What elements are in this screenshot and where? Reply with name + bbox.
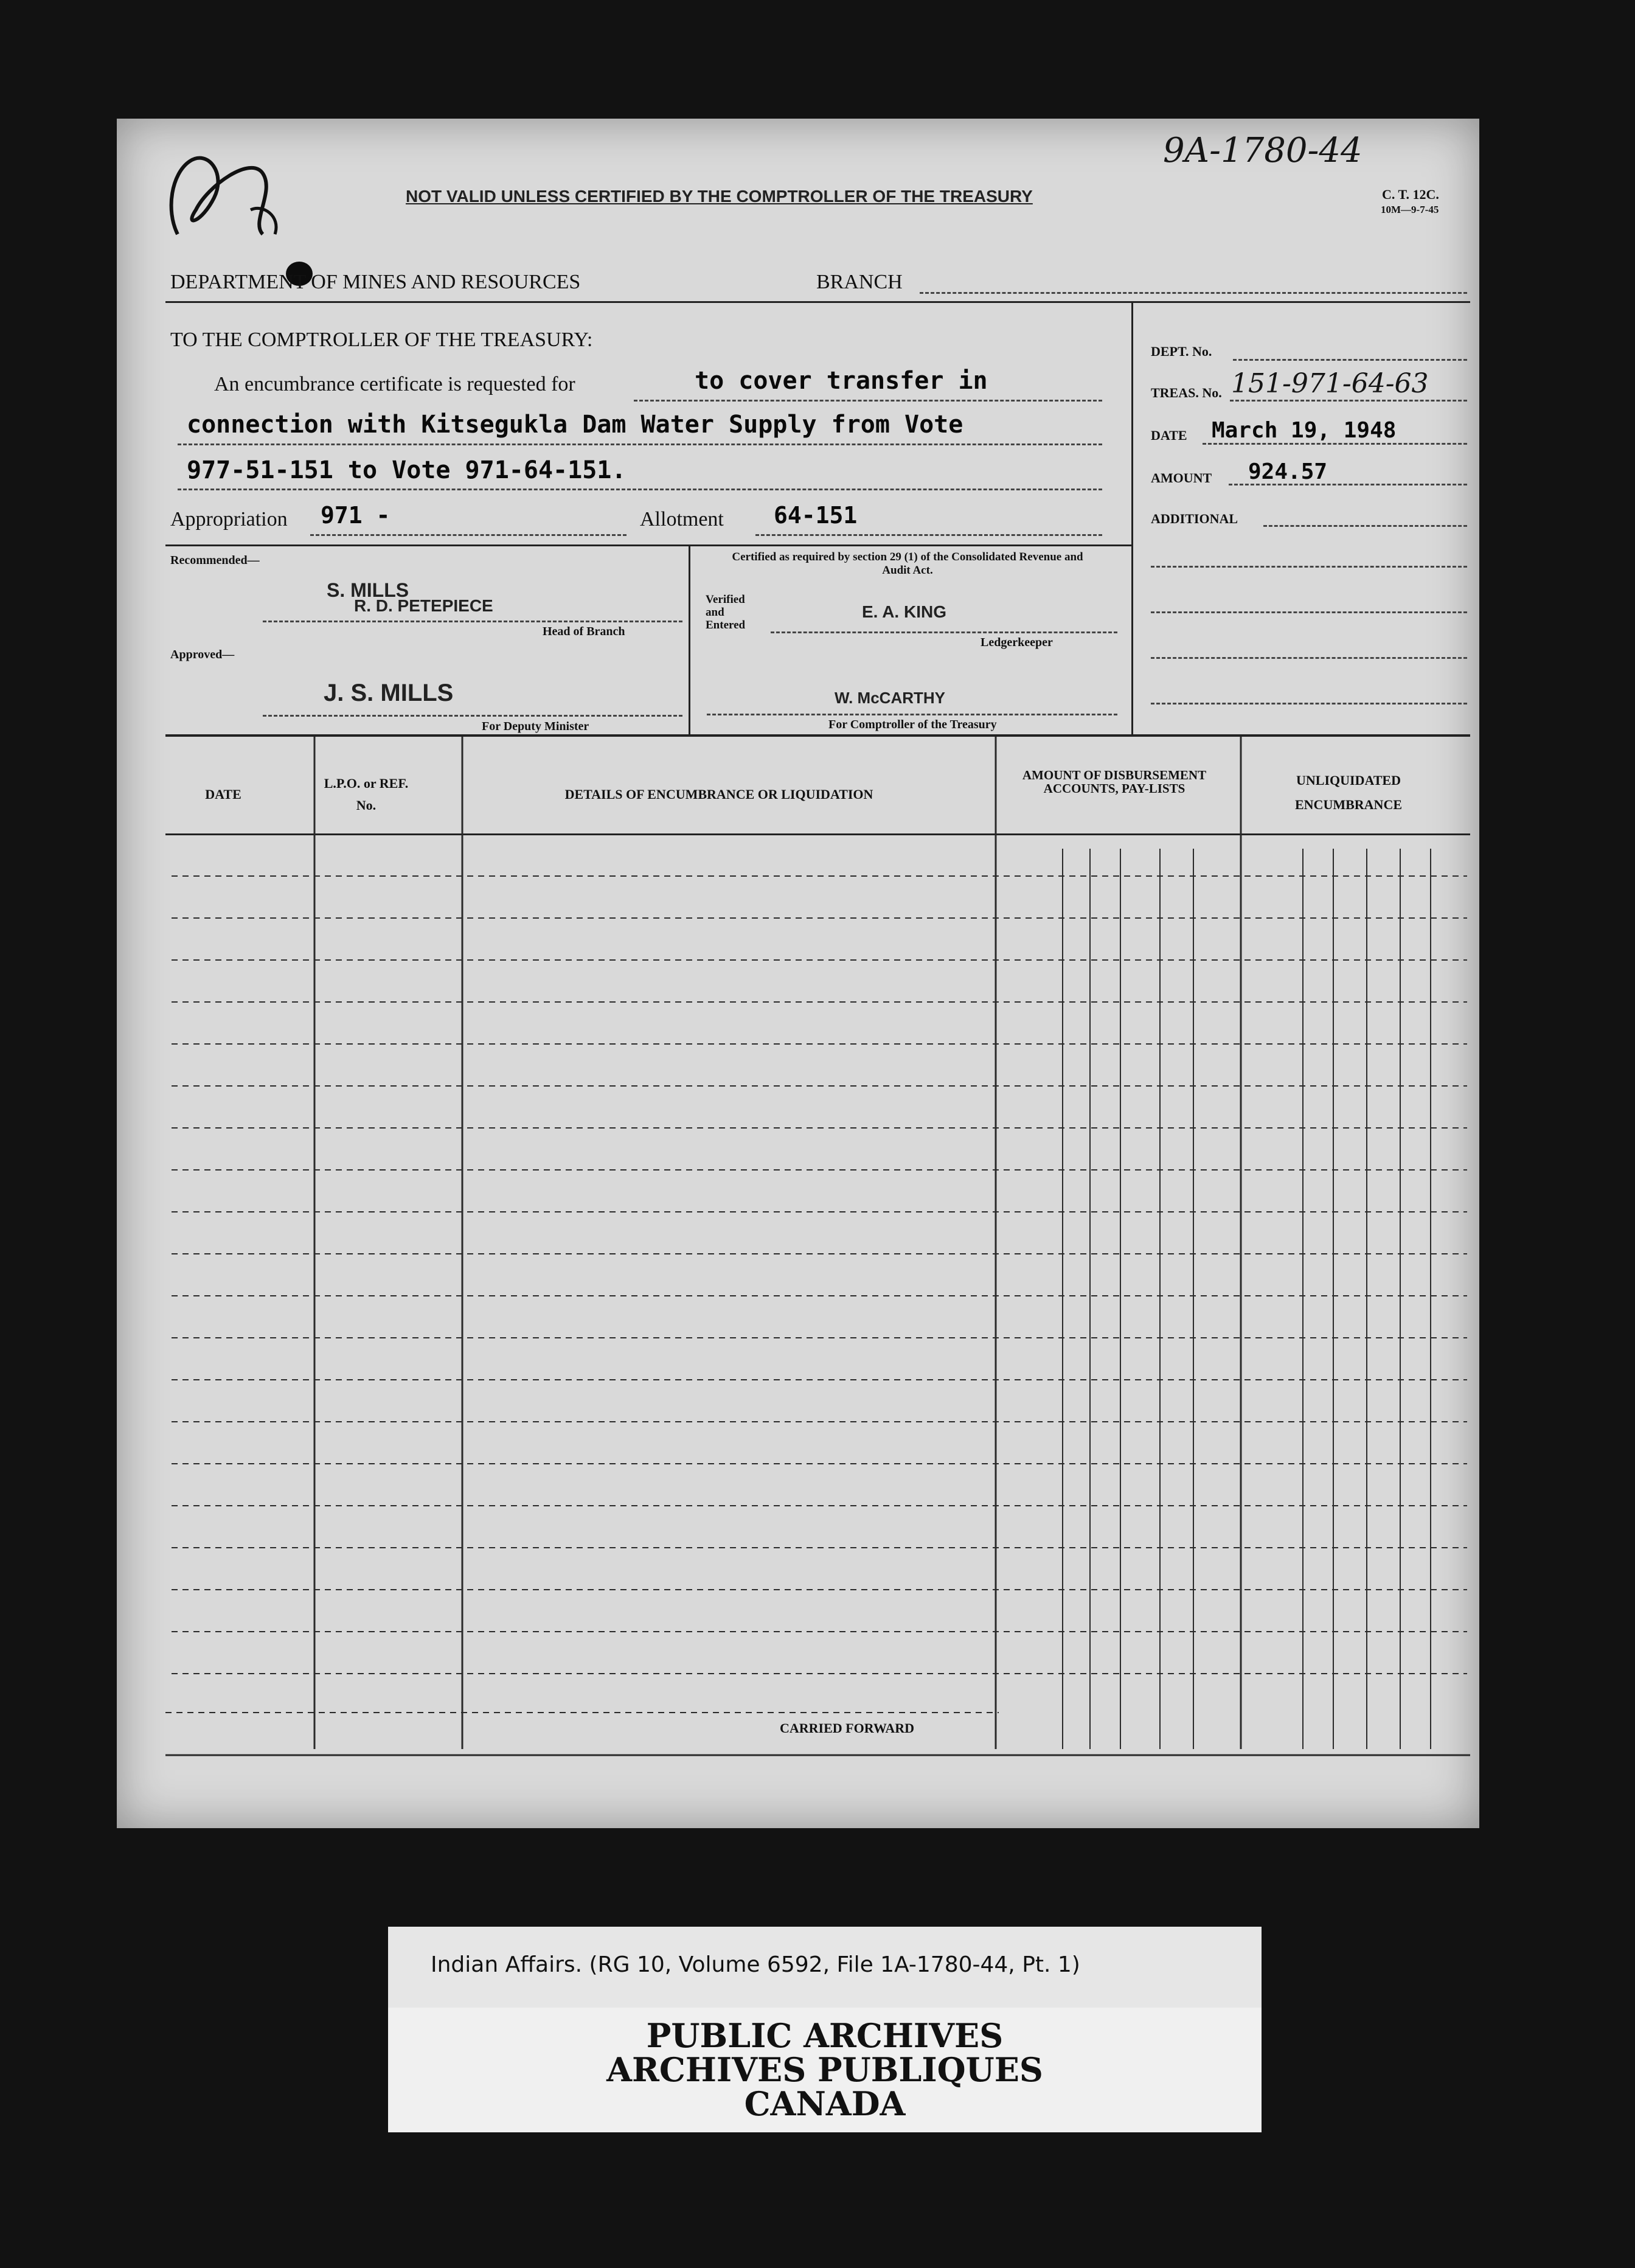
date-label: DATE [1151, 428, 1187, 443]
ledger-grid [117, 119, 1479, 1828]
carried-forward-label: CARRIED FORWARD [780, 1720, 915, 1736]
appropriation-value: 971 - [321, 502, 391, 529]
recommended-label: Recommended— [170, 554, 260, 567]
treas-no-value: 151-971-64-63 [1231, 368, 1429, 399]
approved-stamp: J. S. MILLS [324, 680, 454, 706]
archive-citation-card [388, 1927, 1262, 2012]
header-details: DETAILS OF ENCUMBRANCE OR LIQUIDATION [564, 787, 873, 802]
encumbrance-form [117, 119, 1479, 1828]
recommended-stamp: R. D. PETEPIECE [354, 596, 493, 615]
comptroller-label: For Comptroller of the Treasury [828, 718, 997, 731]
archive-citation: Indian Affairs. (RG 10, Volume 6592, File 1A-1780-44, Pt. 1) [431, 1952, 1080, 1977]
amount-value: 924.57 [1248, 459, 1328, 484]
request-lead-in: An encumbrance certificate is requested for [214, 373, 575, 395]
form-code: C. T. 12C. [1382, 187, 1439, 202]
allotment-label: Allotment [640, 508, 724, 530]
handwritten-reference: 9A-1780-44 [1163, 131, 1362, 170]
addressee: TO THE COMPTROLLER OF THE TREASURY: [170, 329, 593, 351]
recommended-stamp-top: S. MILLS [327, 579, 409, 601]
department-label: DEPARTMENT OF MINES AND RESOURCES [170, 271, 581, 293]
validity-notice: NOT VALID UNLESS CERTIFIED BY THE COMPTROLLER OF THE TREASURY [406, 187, 1033, 206]
treas-no-label: TREAS. No. [1151, 385, 1222, 400]
appropriation-label: Appropriation [170, 508, 288, 530]
head-of-branch-label: Head of Branch [543, 625, 625, 638]
header-lpo: L.P.O. or REF. No. [324, 776, 409, 813]
ledgerkeeper-name: E. A. KING [862, 602, 946, 621]
header-date: DATE [205, 787, 241, 802]
dept-no-label: DEPT. No. [1151, 344, 1212, 359]
archive-line-2: ARCHIVES PUBLIQUES [606, 2050, 1043, 2089]
request-line-3: 977-51-151 to Vote 971-64-151. [187, 456, 627, 484]
form-print: 10M—9-7-45 [1381, 204, 1439, 215]
archive-line-1: PUBLIC ARCHIVES [646, 2016, 1004, 2055]
header-unliquidated: UNLIQUIDATED ENCUMBRANCE [1295, 773, 1402, 812]
request-line-2: connection with Kitsegukla Dam Water Supply from Vote [187, 411, 963, 439]
header-amount: AMOUNT OF DISBURSEMENT ACCOUNTS, PAY-LISTS [1022, 768, 1207, 796]
additional-label: ADDITIONAL [1151, 511, 1238, 526]
request-line-1: to cover transfer in [695, 367, 988, 395]
certified-text: Certified as required by section 29 (1) of the Consolidated Revenue and Audit Act. [732, 551, 1083, 577]
branch-label: BRANCH [816, 271, 903, 293]
amount-label: AMOUNT [1151, 470, 1212, 485]
ledgerkeeper-label: Ledgerkeeper [981, 636, 1053, 649]
verified-entered-label: Verified and Entered [706, 593, 746, 631]
archive-stamp-card [388, 2008, 1262, 2132]
allotment-value: 64-151 [774, 502, 858, 529]
archive-line-3: CANADA [744, 2084, 906, 2123]
date-value: March 19, 1948 [1212, 418, 1397, 443]
approved-label: Approved— [170, 648, 235, 661]
for-deputy-minister-label: For Deputy Minister [482, 720, 589, 733]
comptroller-name: W. McCARTHY [835, 689, 945, 707]
